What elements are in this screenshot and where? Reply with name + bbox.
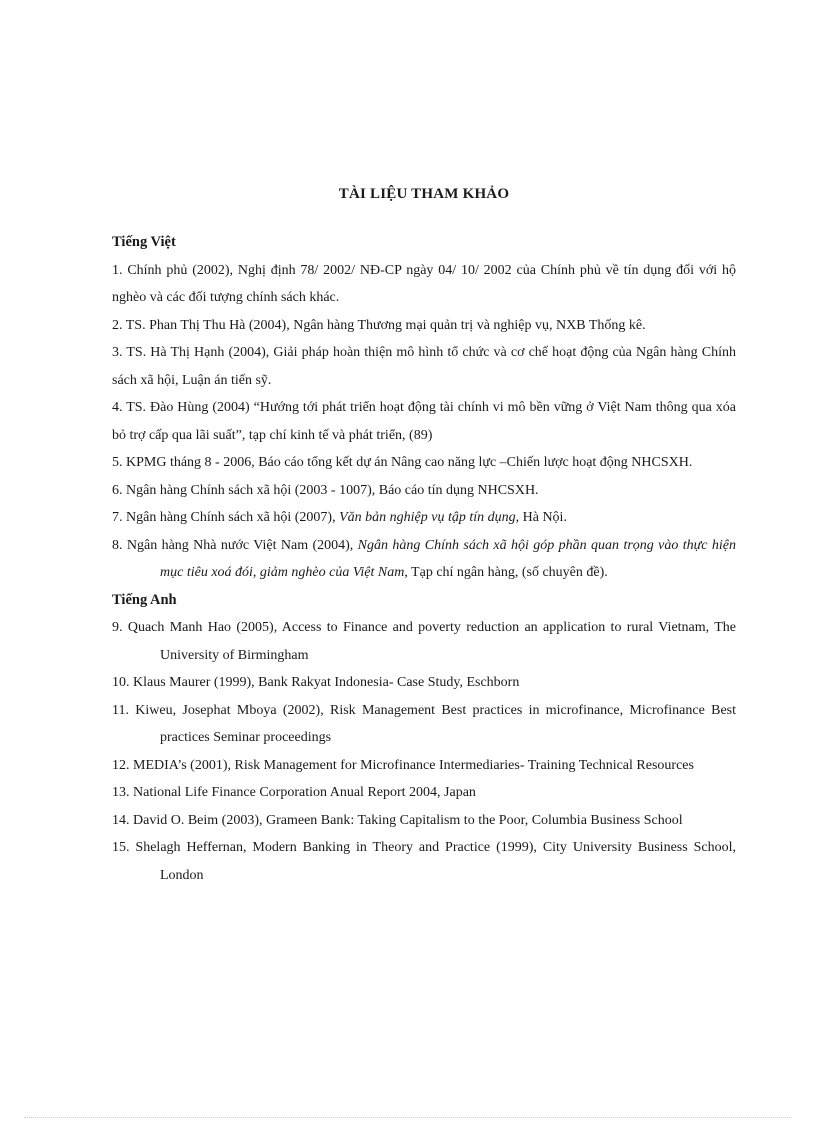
reference-item: 6. Ngân hàng Chính sách xã hội (2003 - 1007), Báo cáo tín dụng NHCSXH. [112, 482, 539, 498]
reference-item: 12. MEDIA’s (2001), Risk Management for Microfinance Intermediaries- Training Technical Resources [112, 757, 694, 773]
reference-item: 10. Klaus Maurer (1999), Bank Rakyat Indonesia- Case Study, Eschborn [112, 675, 520, 690]
reference-item: 15. Shelagh Heffernan, Modern Banking in Theory and Practice (1999), City University Business School, London [112, 840, 736, 883]
reference-item: 2. TS. Phan Thị Thu Hà (2004), Ngân hàng Thương mại quản trị và nghiệp vụ, NXB Thống kê. [112, 317, 646, 333]
reference-item: 13. National Life Finance Corporation Anual Report 2004, Japan [112, 785, 476, 800]
reference-item: 5. KPMG tháng 8 - 2006, Báo cáo tổng kết dự án Nâng cao năng lực –Chiến lược hoạt động NHCSXH. [112, 455, 693, 470]
section-heading-vietnamese: Tiếng Việt [112, 234, 176, 250]
reference-item: 4. TS. Đào Hùng (2004) “Hướng tới phát triển hoạt động tài chính vi mô bền vững ở Việt Nam thông qua xóa bỏ trợ cấp qua lãi suất”, tạp chí kinh tế và phát triển, (89) [112, 400, 736, 443]
page-title: TÀI LIỆU THAM KHẢO [338, 186, 510, 202]
section-heading-english: Tiếng Anh [112, 591, 177, 608]
reference-item: 3. TS. Hà Thị Hạnh (2004), Giải pháp hoàn thiện mô hình tổ chức và cơ chế hoạt động của Ngân hàng Chính sách xã hội, Luận án tiến sỹ. [112, 345, 736, 388]
page-bottom-divider [24, 1117, 792, 1118]
reference-item: 9. Quach Manh Hao (2005), Access to Finance and poverty reduction an application to rural Vietnam, The University of Birmingham [112, 620, 736, 663]
reference-item: 7. Ngân hàng Chính sách xã hội (2007), Văn bản nghiệp vụ tập tín dụng, Hà Nội. [112, 510, 567, 525]
reference-item: 1. Chính phủ (2002), Nghị định 78/ 2002/ NĐ-CP ngày 04/ 10/ 2002 của Chính phủ về tín dụng đối với hộ nghèo và các đối tượng chính sách khác. [112, 262, 736, 305]
reference-list [112, 229, 736, 889]
reference-item: 11. Kiweu, Josephat Mboya (2002), Risk Management Best practices in microfinance, Microfinance Best practices Seminar proceedings [112, 702, 736, 745]
reference-item: 14. David O. Beim (2003), Grameen Bank: Taking Capitalism to the Poor, Columbia Business School [112, 812, 683, 828]
reference-item: 8. Ngân hàng Nhà nước Việt Nam (2004), Ngân hàng Chính sách xã hội góp phần quan trọng vào thực hiện mục tiêu xoá đói, giảm nghèo của Việt Nam, Tạp chí ngân hàng, (số chuyên đề). [112, 537, 736, 580]
